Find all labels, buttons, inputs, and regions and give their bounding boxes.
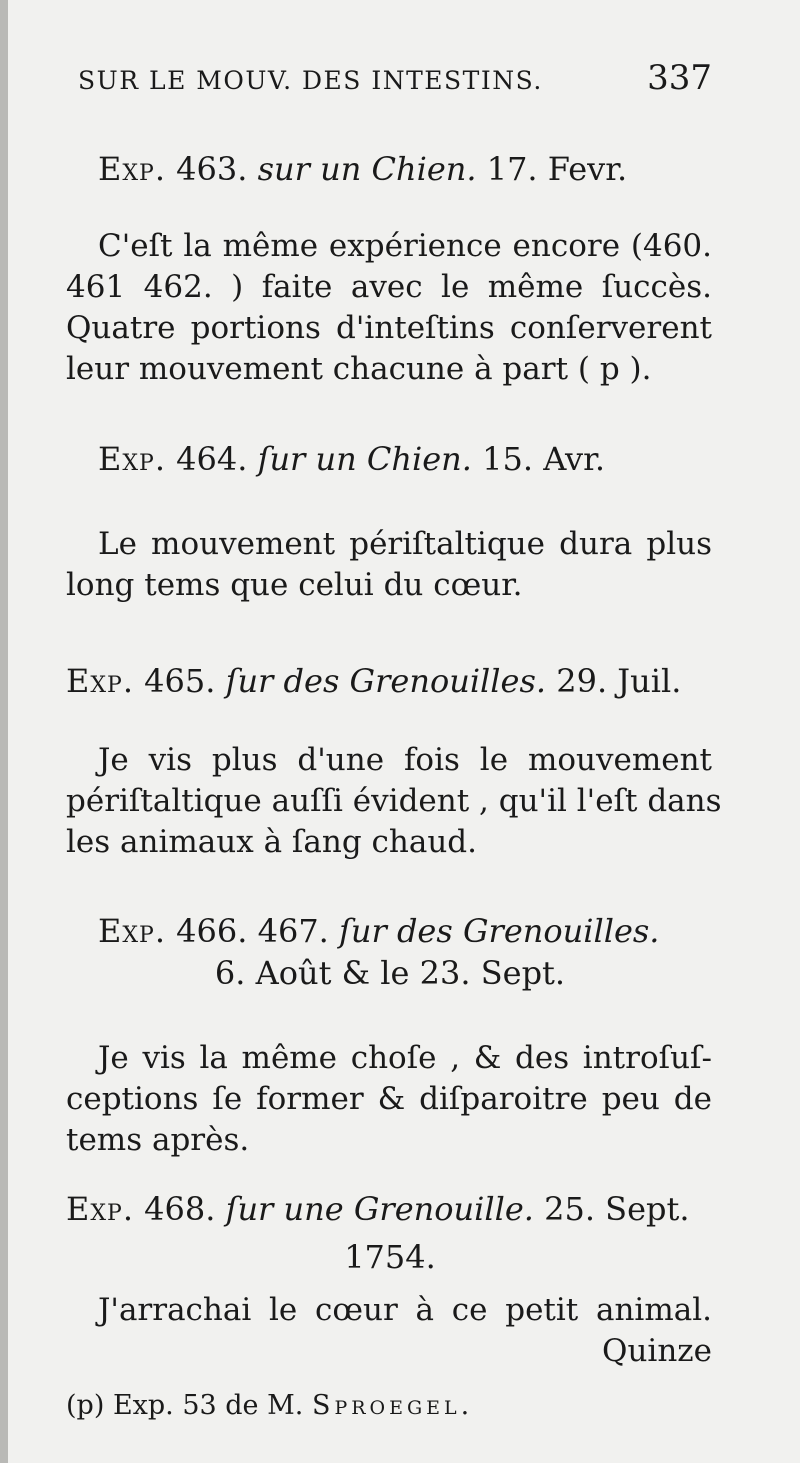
page-number: 337 (647, 58, 712, 98)
experiment-date: 6. Août & le 23. Sept. (214, 954, 566, 992)
experiment-heading: Exp. 468. ſur une Grenouille. 25. Sept. (66, 1190, 690, 1228)
experiment-heading: Exp. 464. ſur un Chien. 15. Avr. (98, 440, 606, 478)
running-head (78, 58, 712, 98)
experiment-text: J'arrachai le cœur à ce petit animal. Quinze (98, 1292, 712, 1369)
experiment-heading: Exp. 466. 467. ſur des Grenouilles. (98, 912, 660, 950)
experiment-text: Le mouvement périſtaltique dura plus long tems que celui du cœur. (66, 526, 712, 603)
footnote: (p) Exp. 53 de M. Sproegel. (66, 1390, 474, 1421)
experiment-text: Je vis la même choſe , & des introſuſ- ceptions ſe former & diſparoitre peu de tems après. (66, 1040, 712, 1158)
experiment-heading: Exp. 463. sur un Chien. 17. Fevr. (98, 150, 628, 188)
running-title: SUR LE MOUV. DES INTESTINS. (78, 66, 543, 95)
experiment-text: C'eſt la même expérience encore (460. 461 462. ) faite avec le même ſuccès. Quatre portions d'inteſtins conſerverent leur mouvement chacune à part ( p ). (66, 228, 712, 387)
experiment-year: 1754. (344, 1238, 436, 1276)
experiment-text: Je vis plus d'une fois le mouvement périſtaltique auſſi évident , qu'il l'eſt dans les animaux à ſang chaud. (66, 742, 722, 860)
experiment-heading: Exp. 465. ſur des Grenouilles. 29. Juil. (66, 662, 682, 700)
